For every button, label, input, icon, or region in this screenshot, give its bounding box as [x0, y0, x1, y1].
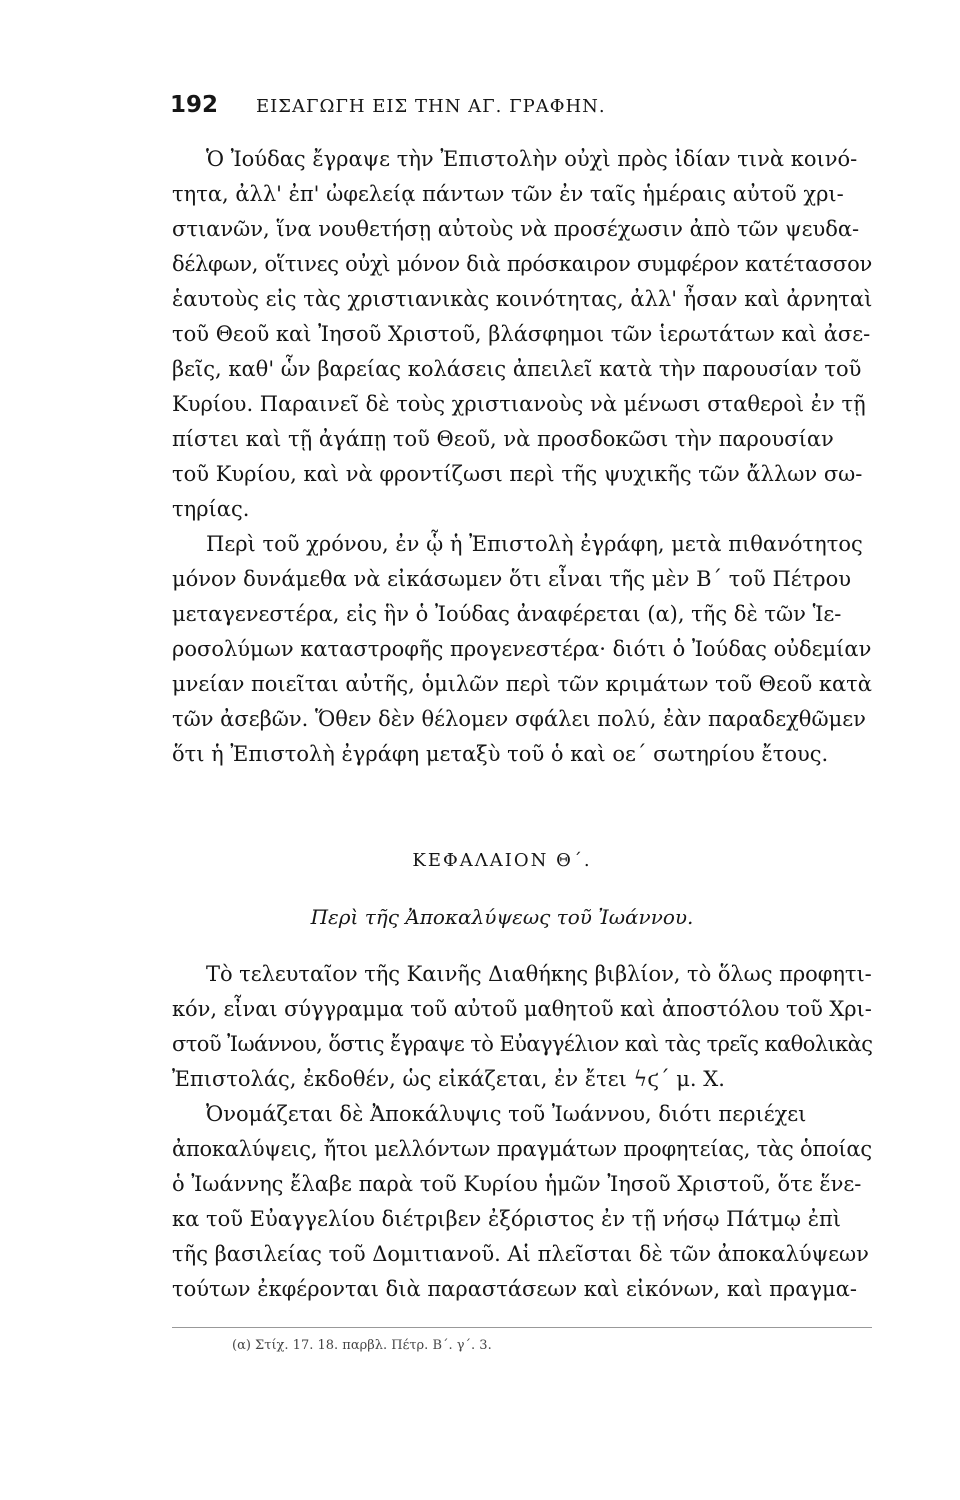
chapter-heading: ΚΕΦΑΛΑΙΟΝ Θ΄.: [412, 850, 592, 871]
text-line: Ἐπιστολάς, ἐκδοθέν, ὡς εἰκάζεται, ἐν ἔτει ϟϛ΄ μ. Χ.: [172, 1067, 725, 1091]
text-line: μόνον δυνάμεθα νὰ εἰκάσωμεν ὅτι εἶναι τῆς μὲν Β΄ τοῦ Πέτρου: [172, 567, 852, 591]
text-line: στοῦ Ἰωάννου, ὅστις ἔγραψε τὸ Εὐαγγέλιον καὶ τὰς τρεῖς καθολικὰς: [172, 1032, 873, 1056]
text-line: μνείαν ποιεῖται αὐτῆς, ὁμιλῶν περὶ τῶν κριμάτων τοῦ Θεοῦ κατὰ: [172, 672, 872, 696]
text-line: δέλφων, οἵτινες οὐχὶ μόνον διὰ πρόσκαιρον συμφέρον κατέτασσον: [172, 252, 872, 276]
text-line: Ὀνομάζεται δὲ Ἀποκάλυψις τοῦ Ἰωάννου, διότι περιέχει: [206, 1102, 807, 1126]
text-line: Τὸ τελευταῖον τῆς Καινῆς Διαθήκης βιβλίον, τὸ ὅλως προφητι-: [206, 962, 872, 986]
chapter-subtitle: Περὶ τῆς Ἀποκαλύψεως τοῦ Ἰωάννου.: [310, 905, 694, 929]
text-line: ὅτι ἡ Ἐπιστολὴ ἐγράφη μεταξὺ τοῦ ὁ καὶ οε΄ σωτηρίου ἔτους.: [172, 742, 829, 766]
text-line: τῶν ἀσεβῶν. Ὅθεν δὲν θέλομεν σφάλει πολύ, ἐὰν παραδεχθῶμεν: [172, 707, 866, 731]
page-number: 192: [170, 92, 219, 118]
footnote-divider: [172, 1327, 872, 1328]
text-line: Ὁ Ἰούδας ἔγραψε τὴν Ἐπιστολὴν οὐχὶ πρὸς ἰδίαν τινὰ κοινό-: [206, 147, 858, 171]
running-head: [170, 92, 872, 142]
text-line: μεταγενεστέρα, εἰς ἣν ὁ Ἰούδας ἀναφέρεται (α), τῆς δὲ τῶν Ἱε-: [172, 602, 842, 626]
paragraph-revelation-name: [172, 1097, 872, 1307]
text-line: τηρίας.: [172, 497, 250, 521]
footnote: (α) Στίχ. 17. 18. παρβλ. Πέτρ. Β΄. γ΄. 3.: [232, 1338, 492, 1353]
text-line: κα τοῦ Εὐαγγελίου διέτριβεν ἐξόριστος ἐν τῇ νήσῳ Πάτμῳ ἐπὶ: [172, 1207, 842, 1231]
text-line: ὁ Ἰωάννης ἔλαβε παρὰ τοῦ Κυρίου ἡμῶν Ἰησοῦ Χριστοῦ, ὅτε ἕνε-: [172, 1172, 862, 1196]
paragraph-date: [172, 527, 872, 772]
text-line: ροσολύμων καταστροφῆς προγενεστέρα· διότι ὁ Ἰούδας οὐδεμίαν: [172, 637, 872, 661]
paragraph-jude: [172, 142, 872, 527]
text-line: στιανῶν, ἵνα νουθετήσῃ αὐτοὺς νὰ προσέχωσιν ἀπὸ τῶν ψευδα-: [172, 217, 860, 241]
text-line: ἑαυτοὺς εἰς τὰς χριστιανικὰς κοινότητας, ἀλλ' ἦσαν καὶ ἀρνηταὶ: [172, 287, 873, 311]
running-title: ΕΙΣΑΓΩΓΗ ΕΙΣ ΤΗΝ ΑΓ. ΓΡΑΦΗΝ.: [256, 96, 606, 117]
text-line: Κυρίου. Παραινεῖ δὲ τοὺς χριστιανοὺς νὰ μένωσι σταθεροὶ ἐν τῇ: [172, 392, 866, 416]
text-line: πίστει καὶ τῇ ἀγάπῃ τοῦ Θεοῦ, νὰ προσδοκῶσι τὴν παρουσίαν: [172, 427, 834, 451]
text-line: κόν, εἶναι σύγγραμμα τοῦ αὐτοῦ μαθητοῦ καὶ ἀποστόλου τοῦ Χρι-: [172, 997, 872, 1021]
text-line: τοῦ Θεοῦ καὶ Ἰησοῦ Χριστοῦ, βλάσφημοι τῶν ἱερωτάτων καὶ ἀσε-: [172, 322, 871, 346]
text-line: τοῦ Κυρίου, καὶ νὰ φροντίζωσι περὶ τῆς ψυχικῆς τῶν ἄλλων σω-: [172, 462, 863, 486]
paragraph-revelation-intro: [172, 957, 872, 1097]
text-line: τούτων ἐκφέρονται διὰ παραστάσεων καὶ εἰκόνων, καὶ πραγμα-: [172, 1277, 857, 1301]
text-line: τῆς βασιλείας τοῦ Δομιτιανοῦ. Αἱ πλεῖσται δὲ τῶν ἀποκαλύψεων: [172, 1242, 869, 1266]
text-line: τητα, ἀλλ' ἐπ' ὠφελείᾳ πάντων τῶν ἐν ταῖς ἡμέραις αὐτοῦ χρι-: [172, 182, 844, 206]
text-line: ἀποκαλύψεις, ἤτοι μελλόντων πραγμάτων προφητείας, τὰς ὁποίας: [172, 1137, 872, 1161]
text-line: Περὶ τοῦ χρόνου, ἐν ᾧ ἡ Ἐπιστολὴ ἐγράφη, μετὰ πιθανότητος: [206, 532, 863, 556]
text-line: βεῖς, καθ' ὧν βαρείας κολάσεις ἀπειλεῖ κατὰ τὴν παρουσίαν τοῦ: [172, 357, 862, 381]
